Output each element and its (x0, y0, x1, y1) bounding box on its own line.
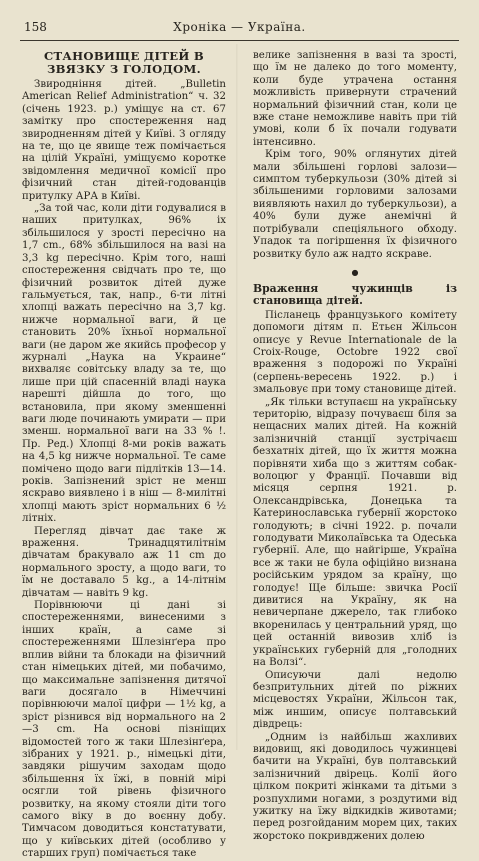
paragraph: велике запізнення в вазі та зрості, що їм не далеко до того моменту, коли буде утрачена остання можливість привернути страчений нормальний фізичний стан, коли це вже стане неможливе навіть при тій умові, коли б їх почали годувати інтенсивно. (253, 50, 457, 148)
left-column (22, 50, 226, 861)
paragraph: Порівнюючи ці дані зі спостереженнями, винесеними з інших країн, а саме зі спостереженнями Шлезінґера про вплив війни та блокади на фізичний стан німецьких дітей, ми побачимо, що максимальне запізнення дитячої ваги досягало в Німеччині порівнюючи малої цифри — 1½ kg, а зріст різнився від нормального на 2—3 cm. На основі пізніщих відомостей того ж таки Шлезінґера, зібраних у 1921. р., німецькі діти, завдяки рішучим заходам щодо збільшення їх їжі, в повній мірі осягли той рівень фізичного розвитку, на якому стояли діти того самого віку в до воєнну добу. Тимчасом доводиться констатувати, що у київських дітей (особливо у старших груп) помічається таке (22, 600, 226, 860)
page-header (20, 16, 459, 38)
paragraph: Післанець французького комітету допомоги дітям п. Етьєн Жільсон описує у Revue Internationale de la Croix-Rouge, Octobre 1922 свої враження з подорожі по Україні (серпень-вересень 1922. р.) і змальовує при тому становище дітей. (253, 309, 457, 396)
section-title-children-famine: СТАНОВИЩЕ ДІТЕЙ В ЗВЯЗКУ З ГОЛОДОМ. (43, 49, 205, 76)
section-title-foreigners-impressions: Враження чужинців із становища дітей. (253, 281, 457, 308)
paragraph: Звиродніння дітей. „Bulletin American Relief Administration“ ч. 32 (січень 1923. р.) уміщує на ст. 67 замітку про спостереження над звиродненням дітей у Київі. З огляду на те, що це явище теж помічається на цілій Україні, уміщуємо коротке звідомлення медичної комісії про фізичний стан дітей-годованців притулку АРА в Київі. (22, 79, 226, 202)
separator-dot-icon: ● (351, 267, 359, 277)
section-separator (253, 261, 457, 283)
running-title: Хроніка — Україна. (173, 20, 306, 34)
paragraph: „Одним із найбільш жахливих видовищ, які доводилось чужинцеві бачити на Україні, був полтавський залізничний двірець. Колії його цілком покриті жінками та дітьми з розпухлими ногами, з роздутими від ужитку на їжу відкидків животами; перед розгойданим морем цих, таких жорстоко покривджених долею (253, 731, 457, 842)
column-gutter (236, 44, 238, 750)
paragraph: „Як тільки вступаєш на українську територію, відразу почуваєш біля за нещасних малих дітей. На кожній залізничній станції зустрічаєш безхатніх дітей, що їх життя можна порівняти хиба що з життям собак-волоцюг у Франції. Почавши від місяця серпня 1921. р. Олександрівська, Донецька та Катеринославська губернії жорстоко голодують; в січні 1922. р. почали голодувати Миколаївська та Одеська губернії. Але, що найгірше, Україна все ж таки не була офіційно визнана російським урядом за країну, що голодує! Ще більше: звичка Росії дивитися на Україну, як на невичерпане джерело, так глибоко вкоренилась у центральний уряд, що цей останній вивозив хліб із українських губерній для „голодних на Волзі“. (253, 396, 457, 669)
header-rule (20, 40, 459, 41)
paragraph: „За той час, коли діти годувалися в наших притулках, 96% іх збільшилося у зрості пересічно на 1,7 cm., 68% збільшилося на вазі на 3,3 kg пересічно. Крім того, наші спостереження свідчать про те, що фізичний розвиток дітей дуже гальмується, так, напр., 6-ти літні хлопці важать пересічно на 3,7 kg. нижче нормальної ваги, й це становить 20% їхньої нормальної ваги (не даром же якийсь професор у журналі „Наука на Украине“ вихваляє совітську владу за те, що лише при цій спасенній владі наука нарешті дійшла до того, що встановила, при якому зменшенні ваги люде починають умирати — при зменш. нормальної ваги на 33 % !. Пр. Ред.) Хлопці 8-ми років важать на 4,5 kg нижче нормальної. Те саме помічено щодо ваги підлітків 13—14. років. Запізнений зріст не менш яскраво виявлено і в ніш — 8-милітні хлопці мають зріст нормальних 6 ½ літніх. (22, 203, 226, 525)
paragraph: Перегляд дівчат дає таке ж враження. Тринадцятилітнім дівчатам бракувало аж 11 cm до нормального зросту, а щодо ваги, то їм не доставало 5 kg., а 14-літнім дівчатам — навіть 9 kg. (22, 525, 226, 599)
paragraph: Описуючи далі недолю безпритульних дітей по ріжних місцевостях України, Жільсон так, між иншим, описує полтавський дівдрець: (253, 669, 457, 731)
paragraph: Крім того, 90% оглянутих дітей мали збільшені горлові залози—симптом туберкульози (30% дітей зі збільшеними горловими залозами виявляють нахил до туберкульози), а 40% були дуже анемічні й потрібували спеціяльного обходу. Упадок та погіршення їх фізичного розвитку було аж надто яскраве. (253, 149, 457, 260)
page-number: 158 (24, 20, 47, 34)
right-column (253, 50, 457, 843)
